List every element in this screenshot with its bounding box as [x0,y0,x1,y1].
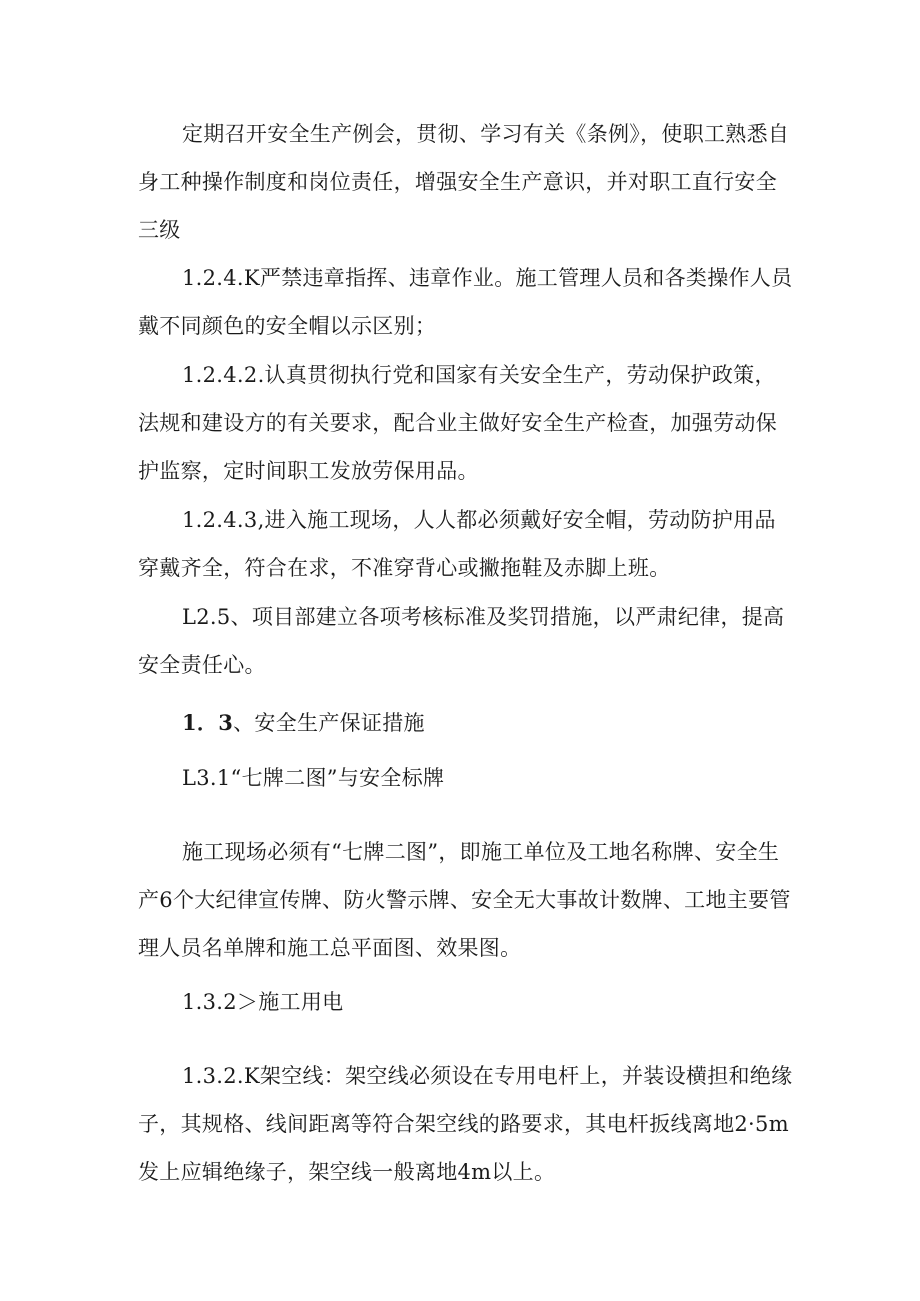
paragraph-l2-5: L2.5、项目部建立各项考核标准及奖罚措施，以严肃纪律，提高安全责任心。 [138,605,785,677]
paragraph-seven-boards: 施工现场必须有“七牌二图”，即施工单位及工地名称牌、安全生产6个大纪律宣传牌、防火警示牌、安全无大事故计数牌、工地主要管理人员名单牌和施工总平面图、效果图。 [138,840,791,960]
paragraph-1-2-4-3: 1.2.4.3,进入施工现场，人人都必须戴好安全帽，劳动防护用品穿戴齐全，符合在求，不准穿背心或撇拖鞋及赤脚上班。 [138,508,776,580]
paragraph-1-2-4-2: 1.2.4.2.认真贯彻执行党和国家有关安全生产，劳动保护政策，法规和建设方的有关要求，配合业主做好安全生产检查，加强劳动保护监察，定时间职工发放劳保用品。 [138,363,777,483]
section-heading-1-3 [138,699,794,747]
section-title: 、安全生产保证措施 [233,711,425,735]
paragraph-overhead-line: 1.3.2.K架空线：架空线必须设在专用电杆上，并装设横担和绝缘子，其规格、线间距离等符合架空线的路要求，其电杆扳线离地2·5m发上应辑绝缘子，架空线一般离地4m以上。 [138,1064,793,1184]
paragraph-1-2-4-1: 1.2.4.K严禁违章指挥、违章作业。施工管理人员和各类操作人员戴不同颜色的安全帽以示区别； [138,266,793,338]
subsection-heading-l3-1: L3.1“七牌二图”与安全标牌 [182,766,445,790]
section-number: 1．3 [182,710,234,735]
subsection-heading-1-3-2: 1.3.2＞施工用电 [182,990,344,1014]
paragraph-safety-meeting: 定期召开安全生产例会，贯彻、学习有关《条例》，使职工熟悉自身工种操作制度和岗位责任，增强安全生产意识，并对职工直行安全三级 [138,122,790,242]
